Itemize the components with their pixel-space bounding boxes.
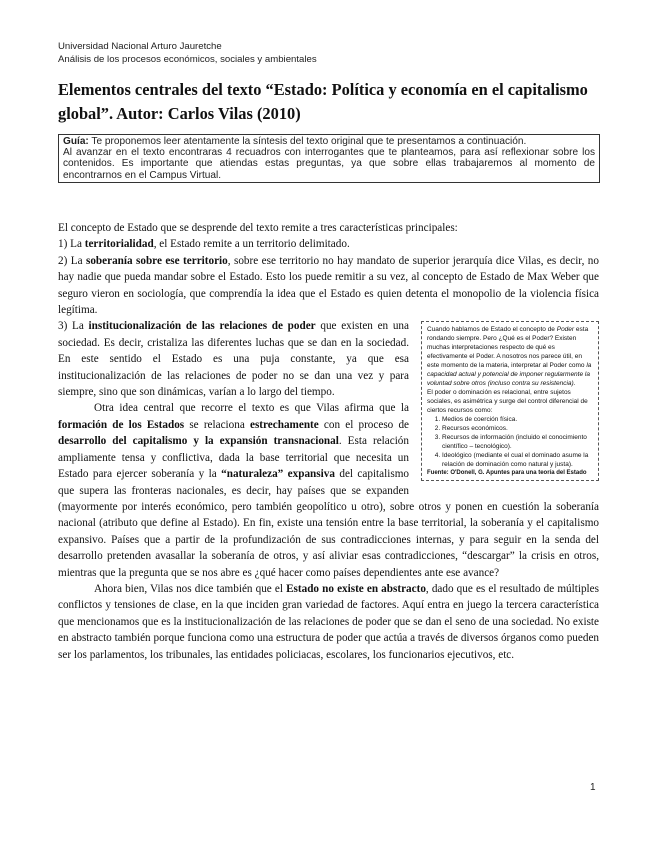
- list-item: 3. Recursos de información (incluido el conocimiento científico – tecnológico).: [442, 433, 593, 451]
- term-soberania: soberanía sobre ese territorio: [85, 254, 228, 267]
- paragraph-abstract-state: Ahora bien, Vilas nos dice también que el Estado no existe en abstracto, dado que es el resultado de múltiples conflictos y tensiones de clase, en la que inciden gran variedad de factores. Aquí entra en juego la tercera característica que mencionamos que es la institucionalización de las relaciones de poder que se dan el seno de una sociedad. No existe en abstracto también porque funciona como una estructura de poder que actúa a través de diversos órganos como pueden ser los parlamentos, los tribunales, las entidades policiacas, escolares, los funcionarios ejecutivos, etc.: [58, 582, 599, 661]
- term-territorialidad: territorialidad: [84, 238, 154, 251]
- sidebox-source: Fuente: O'Donell, G. Apuntes para una teoría del Estado: [427, 470, 587, 477]
- paragraph-capitalism: Otra idea central que recorre el texto es que Vilas afirma que la formación de los Estados se relaciona estrechamente con el proceso de desarrollo del capitalismo y la expansión transnacional. Esta relación ampliamente tensa y conflictiva, dada la base territorial que necesita un Estado para ejercer soberanía y la “naturaleza” expansiva del capitalismo que supera las fronteras nacionales, es decir, hay países que se expanden (mayormente por interés económico, pero también geopolítico u otro), sobre otros y ponen en cuestión la soberanía nacional (atributo que define al Estado). En fin, existe una tensión entre la base territorial, la soberanía y el capitalismo expansivo. Países que a partir de la profundización de sus contradicciones internas, y para seguir en la senda del desarrollo pretenden avasallar la soberanía de otros, y así aliviar esas contradicciones, “descargar” la crisis en otros, mientras que la pregunta que se nos abre es ¿qué hacer como países dependientes ante ese avance?: [58, 402, 599, 579]
- resource-list: [427, 415, 593, 469]
- sidebox-paragraph-2: El poder o dominación es relacional, entre sujetos sociales, es asimétrica y surge del control diferencial de ciertos recursos como:: [427, 389, 588, 415]
- sidebox-paragraph-1: Cuando hablamos de Estado el concepto de Poder esta rondando siempre. Pero ¿Qué es el Poder? Existen muchas interpretaciones respecto de qué es efectivamente el Poder. A nosotros nos parece útil, en este momento de la materia, interpretar al Poder como la capacidad actual y potencial de imponer regularmente la voluntad sobre otros (incluso contra su resistencia).: [427, 326, 592, 388]
- characteristic-3: 3) La institucionalización de las relaciones de poder que existen en una sociedad. Es decir, cristaliza las diferentes luchas que se dan en la sociedad. En este sentido el Estado es una puja constante, ya que esa institucionalización de las relaciones de poder no se dan una vez y para siempre, sino que son dinámicas, varían a lo largo del tiempo.: [58, 320, 409, 399]
- list-item: 4. Ideológico (mediante el cual el dominado asume la relación de dominación como natural y justa).: [442, 451, 593, 469]
- course-name: Análisis de los procesos económicos, sociales y ambientales: [58, 54, 317, 65]
- term-institucionalizacion: institucionalización de las relaciones de poder: [88, 320, 316, 333]
- page-header: [58, 40, 317, 66]
- guide-line-2: Al avanzar en el texto encontraras 4 recuadros con interrogantes que te planteamos, para así reflexionar sobre los contenidos. Es importante que atiendas estas preguntas, ya que sobre ellas trabajaremos al momento de encontrarnos en el Campus Virtual.: [63, 147, 595, 181]
- page-number: 1: [590, 782, 596, 793]
- power-concept-box: [421, 321, 599, 481]
- guide-line-1: Te proponemos leer atentamente la síntesis del texto original que te presentamos a continuación.: [91, 136, 527, 147]
- document-body: [58, 220, 599, 663]
- list-item: 1. Medios de coerción física.: [442, 415, 593, 424]
- institution-name: Universidad Nacional Arturo Jauretche: [58, 41, 222, 52]
- document-title: Elementos centrales del texto “Estado: Política y economía en el capitalismo global”. Autor: Carlos Vilas (2010): [58, 80, 588, 123]
- guide-box: [58, 134, 600, 183]
- characteristic-1: 1) La territorialidad, el Estado remite a un territorio delimitado.: [58, 238, 350, 251]
- intro-paragraph: El concepto de Estado que se desprende del texto remite a tres características principales:: [58, 222, 458, 234]
- list-item: 2. Recursos económicos.: [442, 424, 593, 433]
- guide-label: Guía:: [63, 136, 89, 147]
- characteristic-2: 2) La soberanía sobre ese territorio, sobre ese territorio no hay mandato de superior jerarquía dice Vilas, es decir, no hay nadie que pueda mandar sobre el Estado. Esto los puede remitir a su vez, al concepto de Estado de Max Weber que seguro vieron en sociología, que comprendía la idea que el Estado es quien detenta el monopolio de la violencia física legítima.: [58, 254, 599, 317]
